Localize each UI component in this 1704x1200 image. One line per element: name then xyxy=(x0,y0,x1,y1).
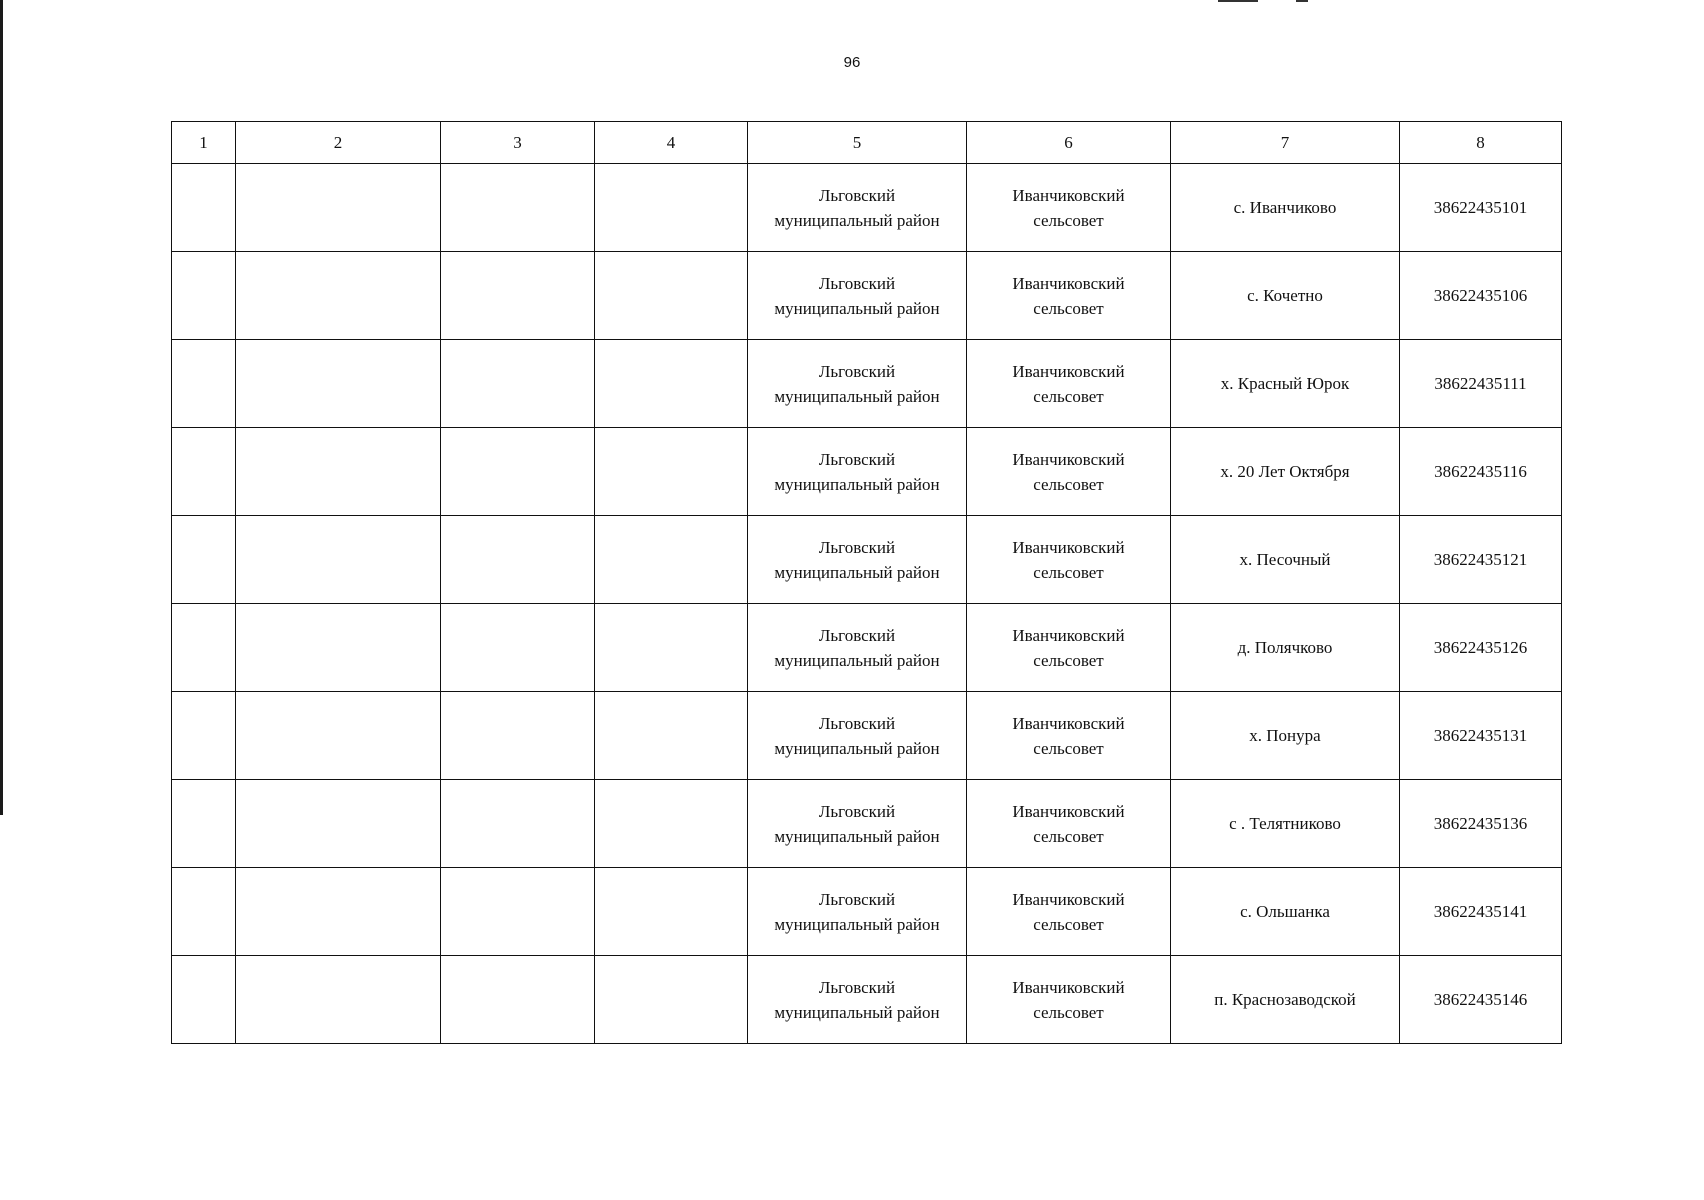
table-row xyxy=(172,692,1562,780)
scan-top-marks xyxy=(1218,0,1308,3)
table-row xyxy=(172,164,1562,252)
cell-code: 38622435141 xyxy=(1400,868,1562,956)
cell-col-3 xyxy=(441,428,595,516)
table-row xyxy=(172,252,1562,340)
cell-code: 38622435116 xyxy=(1400,428,1562,516)
cell-settlement: х. Понура xyxy=(1171,692,1400,780)
cell-code: 38622435131 xyxy=(1400,692,1562,780)
council-text: сельсовет xyxy=(1033,386,1104,406)
cell-code: 38622435101 xyxy=(1400,164,1562,252)
council-text: сельсовет xyxy=(1033,298,1104,318)
cell-col-1 xyxy=(172,164,236,252)
cell-council xyxy=(967,428,1171,516)
cell-council xyxy=(967,780,1171,868)
council-text: сельсовет xyxy=(1033,650,1104,670)
district-text: муниципальный район xyxy=(774,738,940,758)
cell-col-3 xyxy=(441,164,595,252)
cell-council xyxy=(967,340,1171,428)
scan-edge-line xyxy=(0,0,3,815)
council-text: сельсовет xyxy=(1033,738,1104,758)
council-text: сельсовет xyxy=(1033,914,1104,934)
cell-col-3 xyxy=(441,692,595,780)
settlements-table xyxy=(171,121,1562,1044)
council-text: Иванчиковский xyxy=(1012,977,1125,997)
district-text: Льговский xyxy=(818,625,896,645)
cell-code: 38622435121 xyxy=(1400,516,1562,604)
cell-council xyxy=(967,956,1171,1044)
cell-col-1 xyxy=(172,604,236,692)
cell-code: 38622435126 xyxy=(1400,604,1562,692)
council-text: сельсовет xyxy=(1033,562,1104,582)
cell-col-1 xyxy=(172,780,236,868)
cell-col-2 xyxy=(236,252,441,340)
header-col-6: 6 xyxy=(967,122,1171,164)
district-text: Льговский xyxy=(818,185,896,205)
council-text: Иванчиковский xyxy=(1012,449,1125,469)
cell-settlement: х. Красный Юрок xyxy=(1171,340,1400,428)
cell-code: 38622435146 xyxy=(1400,956,1562,1044)
header-col-3: 3 xyxy=(441,122,595,164)
cell-col-2 xyxy=(236,780,441,868)
cell-council xyxy=(967,868,1171,956)
district-text: Льговский xyxy=(818,977,896,997)
council-text: сельсовет xyxy=(1033,1002,1104,1022)
cell-council xyxy=(967,252,1171,340)
cell-settlement: с. Иванчиково xyxy=(1171,164,1400,252)
cell-col-4 xyxy=(595,516,748,604)
district-text: муниципальный район xyxy=(774,650,940,670)
cell-col-2 xyxy=(236,956,441,1044)
district-text: Льговский xyxy=(818,713,896,733)
cell-district xyxy=(748,868,967,956)
cell-col-2 xyxy=(236,164,441,252)
district-text: муниципальный район xyxy=(774,1002,940,1022)
table-body xyxy=(172,164,1562,1044)
cell-col-2 xyxy=(236,516,441,604)
cell-col-4 xyxy=(595,692,748,780)
cell-code: 38622435111 xyxy=(1400,340,1562,428)
table-row xyxy=(172,868,1562,956)
cell-district xyxy=(748,956,967,1044)
cell-col-1 xyxy=(172,692,236,780)
cell-settlement: д. Полячково xyxy=(1171,604,1400,692)
table-row xyxy=(172,516,1562,604)
cell-settlement: п. Краснозаводской xyxy=(1171,956,1400,1044)
cell-col-3 xyxy=(441,252,595,340)
cell-col-1 xyxy=(172,516,236,604)
cell-col-2 xyxy=(236,428,441,516)
header-col-5: 5 xyxy=(748,122,967,164)
header-row xyxy=(172,122,1562,164)
cell-col-2 xyxy=(236,340,441,428)
cell-col-4 xyxy=(595,428,748,516)
cell-col-4 xyxy=(595,252,748,340)
cell-col-3 xyxy=(441,516,595,604)
cell-col-3 xyxy=(441,604,595,692)
council-text: Иванчиковский xyxy=(1012,273,1125,293)
council-text: Иванчиковский xyxy=(1012,361,1125,381)
table-row xyxy=(172,780,1562,868)
cell-settlement: х. Песочный xyxy=(1171,516,1400,604)
header-col-7: 7 xyxy=(1171,122,1400,164)
cell-col-3 xyxy=(441,780,595,868)
cell-settlement: х. 20 Лет Октября xyxy=(1171,428,1400,516)
cell-col-4 xyxy=(595,780,748,868)
district-text: Льговский xyxy=(818,449,896,469)
cell-district xyxy=(748,780,967,868)
cell-col-1 xyxy=(172,428,236,516)
district-text: муниципальный район xyxy=(774,298,940,318)
table-row xyxy=(172,956,1562,1044)
district-text: муниципальный район xyxy=(774,474,940,494)
district-text: муниципальный район xyxy=(774,826,940,846)
table-row xyxy=(172,340,1562,428)
council-text: Иванчиковский xyxy=(1012,889,1125,909)
cell-col-3 xyxy=(441,340,595,428)
cell-district xyxy=(748,516,967,604)
district-text: муниципальный район xyxy=(774,210,940,230)
cell-col-1 xyxy=(172,868,236,956)
header-col-1: 1 xyxy=(172,122,236,164)
table-row xyxy=(172,428,1562,516)
district-text: Льговский xyxy=(818,273,896,293)
cell-col-2 xyxy=(236,692,441,780)
cell-col-1 xyxy=(172,956,236,1044)
header-col-4: 4 xyxy=(595,122,748,164)
cell-district xyxy=(748,252,967,340)
cell-district xyxy=(748,692,967,780)
council-text: сельсовет xyxy=(1033,826,1104,846)
cell-district xyxy=(748,428,967,516)
cell-code: 38622435136 xyxy=(1400,780,1562,868)
district-text: Льговский xyxy=(818,361,896,381)
cell-settlement: с. Кочетно xyxy=(1171,252,1400,340)
cell-col-1 xyxy=(172,340,236,428)
council-text: Иванчиковский xyxy=(1012,537,1125,557)
cell-settlement: с. Ольшанка xyxy=(1171,868,1400,956)
district-text: Льговский xyxy=(818,537,896,557)
district-text: муниципальный район xyxy=(774,386,940,406)
council-text: сельсовет xyxy=(1033,210,1104,230)
cell-col-1 xyxy=(172,252,236,340)
council-text: сельсовет xyxy=(1033,474,1104,494)
table-row xyxy=(172,604,1562,692)
cell-col-4 xyxy=(595,868,748,956)
cell-col-2 xyxy=(236,604,441,692)
cell-code: 38622435106 xyxy=(1400,252,1562,340)
district-text: Льговский xyxy=(818,889,896,909)
page-number: 96 xyxy=(843,54,861,71)
cell-col-3 xyxy=(441,956,595,1044)
cell-col-4 xyxy=(595,604,748,692)
cell-council xyxy=(967,604,1171,692)
cell-col-2 xyxy=(236,868,441,956)
header-col-2: 2 xyxy=(236,122,441,164)
cell-council xyxy=(967,516,1171,604)
cell-col-3 xyxy=(441,868,595,956)
council-text: Иванчиковский xyxy=(1012,801,1125,821)
cell-district xyxy=(748,164,967,252)
table-header xyxy=(172,122,1562,164)
district-text: муниципальный район xyxy=(774,562,940,582)
cell-district xyxy=(748,340,967,428)
council-text: Иванчиковский xyxy=(1012,713,1125,733)
cell-col-4 xyxy=(595,340,748,428)
cell-settlement: с . Телятниково xyxy=(1171,780,1400,868)
council-text: Иванчиковский xyxy=(1012,185,1125,205)
header-col-8: 8 xyxy=(1400,122,1562,164)
cell-col-4 xyxy=(595,164,748,252)
cell-council xyxy=(967,164,1171,252)
cell-district xyxy=(748,604,967,692)
district-text: муниципальный район xyxy=(774,914,940,934)
council-text: Иванчиковский xyxy=(1012,625,1125,645)
district-text: Льговский xyxy=(818,801,896,821)
cell-col-4 xyxy=(595,956,748,1044)
cell-council xyxy=(967,692,1171,780)
